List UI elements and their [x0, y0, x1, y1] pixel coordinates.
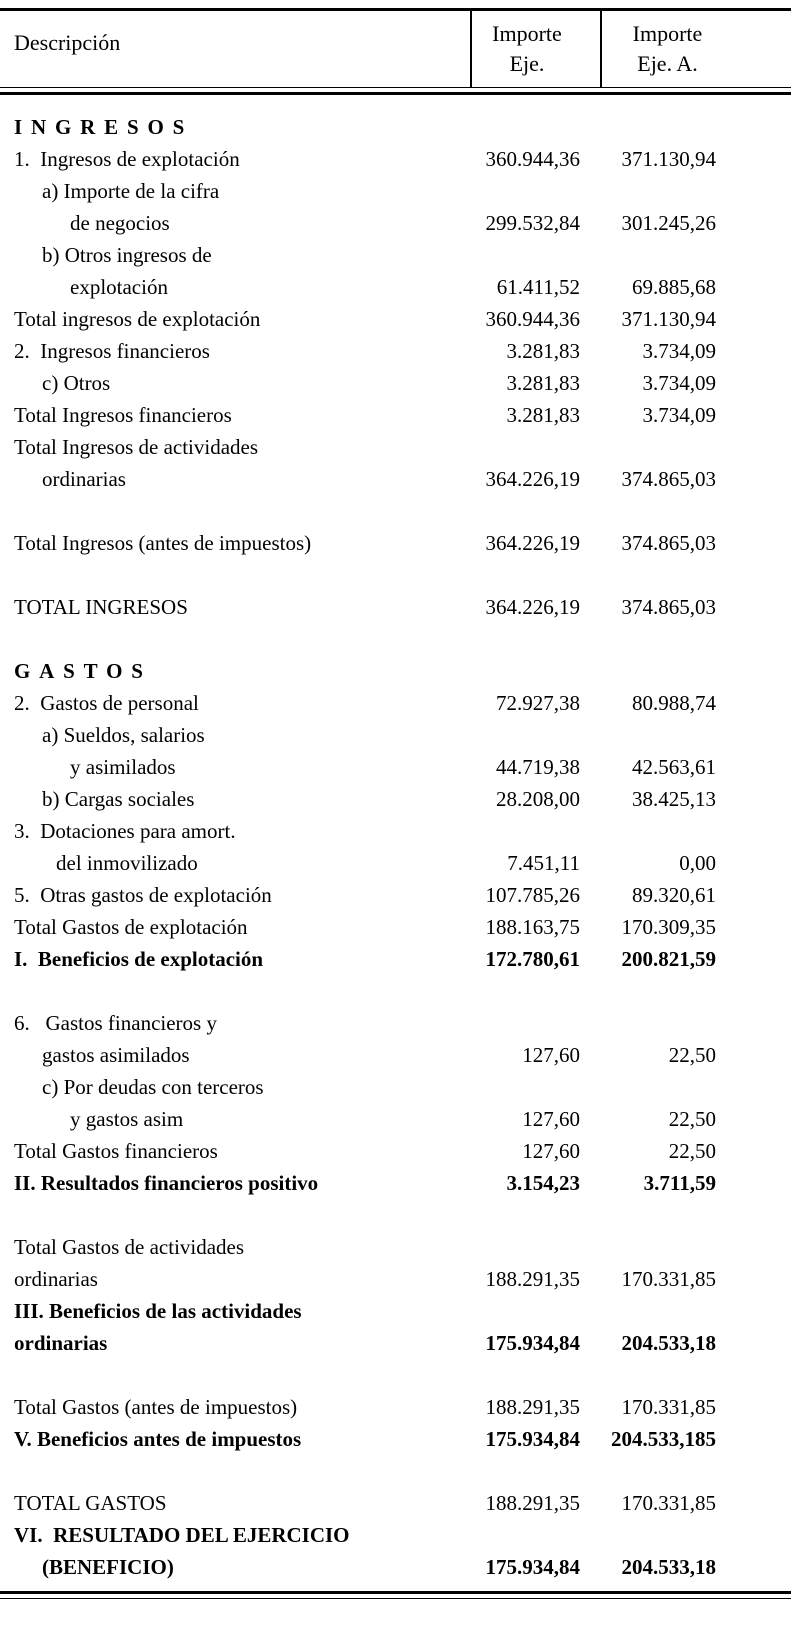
row-label: Total Ingresos (antes de impuestos)	[14, 531, 312, 555]
table-row	[0, 399, 791, 431]
value-importe-eje-a: 3.734,09	[642, 403, 716, 427]
value-importe-eje	[470, 111, 600, 143]
row-label: 2. Gastos de personal	[14, 691, 199, 715]
row-label: ordinarias	[14, 1267, 98, 1291]
row-label: del inmovilizado	[56, 851, 198, 875]
table-row	[0, 1103, 791, 1135]
value-importe-eje	[470, 655, 600, 687]
table-row	[0, 591, 791, 623]
value-importe-eje	[470, 239, 600, 271]
row-label: ordinarias	[14, 1331, 108, 1355]
value-importe-eje: 364.226,19	[485, 467, 580, 491]
value-importe-eje: 28.208,00	[496, 787, 580, 811]
value-importe-eje: 188.163,75	[485, 915, 580, 939]
table-row	[0, 1551, 791, 1583]
row-label: b) Cargas sociales	[42, 787, 195, 811]
table-row	[0, 687, 791, 719]
value-importe-eje-a	[600, 175, 791, 207]
table-row	[0, 719, 791, 751]
row-label: I. Beneficios de explotación	[14, 947, 264, 971]
value-importe-eje-a: 89.320,61	[632, 883, 716, 907]
value-importe-eje-a: 204.533,185	[611, 1427, 716, 1451]
table-row	[0, 1167, 791, 1199]
value-importe-eje-a: 22,50	[668, 1107, 716, 1131]
value-importe-eje-a: 170.309,35	[621, 915, 716, 939]
value-importe-eje	[470, 1519, 600, 1551]
table-row	[0, 815, 791, 847]
row-label: gastos asimilados	[42, 1043, 190, 1067]
table-row	[0, 271, 791, 303]
row-label: 5. Otras gastos de explotación	[14, 883, 272, 907]
value-importe-eje: 61.411,52	[496, 275, 580, 299]
value-importe-eje-a: 204.533,18	[621, 1331, 716, 1355]
table-row	[0, 911, 791, 943]
table-body	[0, 95, 791, 1583]
table-row	[0, 175, 791, 207]
value-importe-eje-a	[600, 655, 791, 687]
value-importe-eje: 360.944,36	[485, 307, 580, 331]
table-row	[0, 1039, 791, 1071]
value-importe-eje: 175.934,84	[485, 1427, 580, 1451]
table-row	[0, 1391, 791, 1423]
row-label: Total Gastos financieros	[14, 1139, 218, 1163]
value-importe-eje-a: 200.821,59	[621, 947, 716, 971]
value-importe-eje: 3.281,83	[506, 403, 580, 427]
value-importe-eje-a: 22,50	[668, 1043, 716, 1067]
bottom-rule-thin-line	[0, 1598, 791, 1599]
value-importe-eje: 172.780,61	[485, 947, 580, 971]
row-label: b) Otros ingresos de	[42, 243, 212, 267]
row-label: 3. Dotaciones para amort.	[14, 819, 236, 843]
value-importe-eje: 175.934,84	[485, 1331, 580, 1355]
table-row	[0, 847, 791, 879]
table-bottom-rule	[0, 1591, 791, 1599]
row-label: TOTAL INGRESOS	[14, 595, 188, 619]
value-importe-eje: 188.291,35	[485, 1395, 580, 1419]
row-label: explotación	[70, 275, 168, 299]
value-importe-eje-a	[600, 111, 791, 143]
value-importe-eje: 44.719,38	[496, 755, 580, 779]
table-row	[0, 527, 791, 559]
value-importe-eje-a: 22,50	[668, 1139, 716, 1163]
value-importe-eje: 188.291,35	[485, 1491, 580, 1515]
value-importe-eje-a: 301.245,26	[621, 211, 716, 235]
value-importe-eje-a: 3.711,59	[643, 1171, 716, 1195]
table-row	[0, 431, 791, 463]
value-importe-eje: 188.291,35	[485, 1267, 580, 1291]
row-label: de negocios	[70, 211, 170, 235]
column-header-descripcion: Descripción	[14, 30, 121, 55]
table-row	[0, 751, 791, 783]
table-row	[0, 1231, 791, 1263]
row-label: a) Sueldos, salarios	[42, 723, 205, 747]
value-importe-eje-a: 69.885,68	[632, 275, 716, 299]
table-row	[0, 1519, 791, 1551]
row-label: ordinarias	[42, 467, 126, 491]
table-row	[0, 1327, 791, 1359]
row-label: 2. Ingresos financieros	[14, 339, 210, 363]
value-importe-eje-a: 80.988,74	[632, 691, 716, 715]
table-row	[0, 879, 791, 911]
value-importe-eje-a: 170.331,85	[621, 1491, 716, 1515]
row-label: y asimilados	[70, 755, 176, 779]
row-label: Total Gastos de explotación	[14, 915, 248, 939]
value-importe-eje-a: 170.331,85	[621, 1267, 716, 1291]
value-importe-eje: 127,60	[522, 1139, 580, 1163]
table-row	[0, 1007, 791, 1039]
value-importe-eje: 3.281,83	[506, 371, 580, 395]
value-importe-eje-a	[600, 719, 791, 751]
row-label: y gastos asim	[70, 1107, 184, 1131]
column-header-importe-eje	[470, 11, 600, 87]
value-importe-eje: 127,60	[522, 1043, 580, 1067]
income-statement-table	[0, 8, 791, 1599]
value-importe-eje: 3.281,83	[506, 339, 580, 363]
row-label: Total Gastos de actividades	[14, 1235, 245, 1259]
value-importe-eje	[470, 815, 600, 847]
value-importe-eje-a	[600, 239, 791, 271]
table-row	[0, 1423, 791, 1455]
table-row	[0, 943, 791, 975]
value-importe-eje-a	[600, 1071, 791, 1103]
value-importe-eje-a	[600, 1295, 791, 1327]
table-row	[0, 239, 791, 271]
row-label: 6. Gastos financieros y	[14, 1011, 217, 1035]
value-importe-eje	[470, 431, 600, 463]
value-importe-eje-a: 374.865,03	[621, 531, 716, 555]
table-row	[0, 1487, 791, 1519]
value-importe-eje-a: 42.563,61	[632, 755, 716, 779]
value-importe-eje: 3.154,23	[506, 1171, 580, 1195]
value-importe-eje-a	[600, 1231, 791, 1263]
value-importe-eje-a: 371.130,94	[621, 147, 716, 171]
value-importe-eje	[470, 175, 600, 207]
table-row	[0, 1295, 791, 1327]
row-label: a) Importe de la cifra	[42, 179, 220, 203]
table-row	[0, 143, 791, 175]
value-importe-eje: 107.785,26	[485, 883, 580, 907]
row-label: Total ingresos de explotación	[14, 307, 261, 331]
value-importe-eje	[470, 719, 600, 751]
section-header-row	[0, 111, 791, 143]
row-label: (BENEFICIO)	[42, 1555, 174, 1579]
section-header-row	[0, 655, 791, 687]
value-importe-eje-a: 371.130,94	[621, 307, 716, 331]
value-importe-eje-a: 170.331,85	[621, 1395, 716, 1419]
value-importe-eje	[470, 1295, 600, 1327]
value-importe-eje: 364.226,19	[485, 595, 580, 619]
row-label: III. Beneficios de las actividades	[14, 1299, 302, 1323]
column-header-importe-eje-a	[600, 11, 791, 87]
table-row	[0, 367, 791, 399]
table-row	[0, 335, 791, 367]
column-header-importe-eje-line2: Eje.	[509, 51, 545, 76]
row-label: 1. Ingresos de explotación	[14, 147, 240, 171]
table-row	[0, 463, 791, 495]
row-label: Total Ingresos financieros	[14, 403, 232, 427]
column-header-importe-eje-a-line2: Eje. A.	[637, 51, 698, 76]
table-row	[0, 1071, 791, 1103]
value-importe-eje	[470, 1231, 600, 1263]
value-importe-eje	[470, 1071, 600, 1103]
value-importe-eje-a: 0,00	[679, 851, 716, 875]
value-importe-eje: 7.451,11	[507, 851, 580, 875]
value-importe-eje-a	[600, 1007, 791, 1039]
value-importe-eje: 175.934,84	[485, 1555, 580, 1579]
value-importe-eje-a: 38.425,13	[632, 787, 716, 811]
value-importe-eje-a: 204.533,18	[621, 1555, 716, 1579]
value-importe-eje: 299.532,84	[485, 211, 580, 235]
value-importe-eje	[470, 1007, 600, 1039]
row-label: VI. RESULTADO DEL EJERCICIO	[14, 1523, 350, 1547]
value-importe-eje-a	[600, 431, 791, 463]
table-row	[0, 1263, 791, 1295]
value-importe-eje: 360.944,36	[485, 147, 580, 171]
section-title: INGRESOS	[14, 115, 194, 139]
value-importe-eje-a: 3.734,09	[642, 371, 716, 395]
row-label: c) Por deudas con terceros	[42, 1075, 264, 1099]
table-row	[0, 783, 791, 815]
row-label: II. Resultados financieros positivo	[14, 1171, 319, 1195]
table-row	[0, 1135, 791, 1167]
value-importe-eje: 127,60	[522, 1107, 580, 1131]
column-header-importe-eje-line1: Importe	[492, 21, 562, 46]
value-importe-eje-a	[600, 815, 791, 847]
row-label: V. Beneficios antes de impuestos	[14, 1427, 302, 1451]
table-row	[0, 207, 791, 239]
value-importe-eje: 364.226,19	[485, 531, 580, 555]
value-importe-eje: 72.927,38	[496, 691, 580, 715]
value-importe-eje-a: 374.865,03	[621, 467, 716, 491]
section-title: GASTOS	[14, 659, 152, 683]
row-label: Total Gastos (antes de impuestos)	[14, 1395, 298, 1419]
value-importe-eje-a	[600, 1519, 791, 1551]
row-label: Total Ingresos de actividades	[14, 435, 259, 459]
row-label: c) Otros	[42, 371, 111, 395]
value-importe-eje-a: 374.865,03	[621, 595, 716, 619]
row-label: TOTAL GASTOS	[14, 1491, 167, 1515]
table-header	[0, 8, 791, 88]
value-importe-eje-a: 3.734,09	[642, 339, 716, 363]
column-header-importe-eje-a-line1: Importe	[632, 21, 703, 46]
table-row	[0, 303, 791, 335]
